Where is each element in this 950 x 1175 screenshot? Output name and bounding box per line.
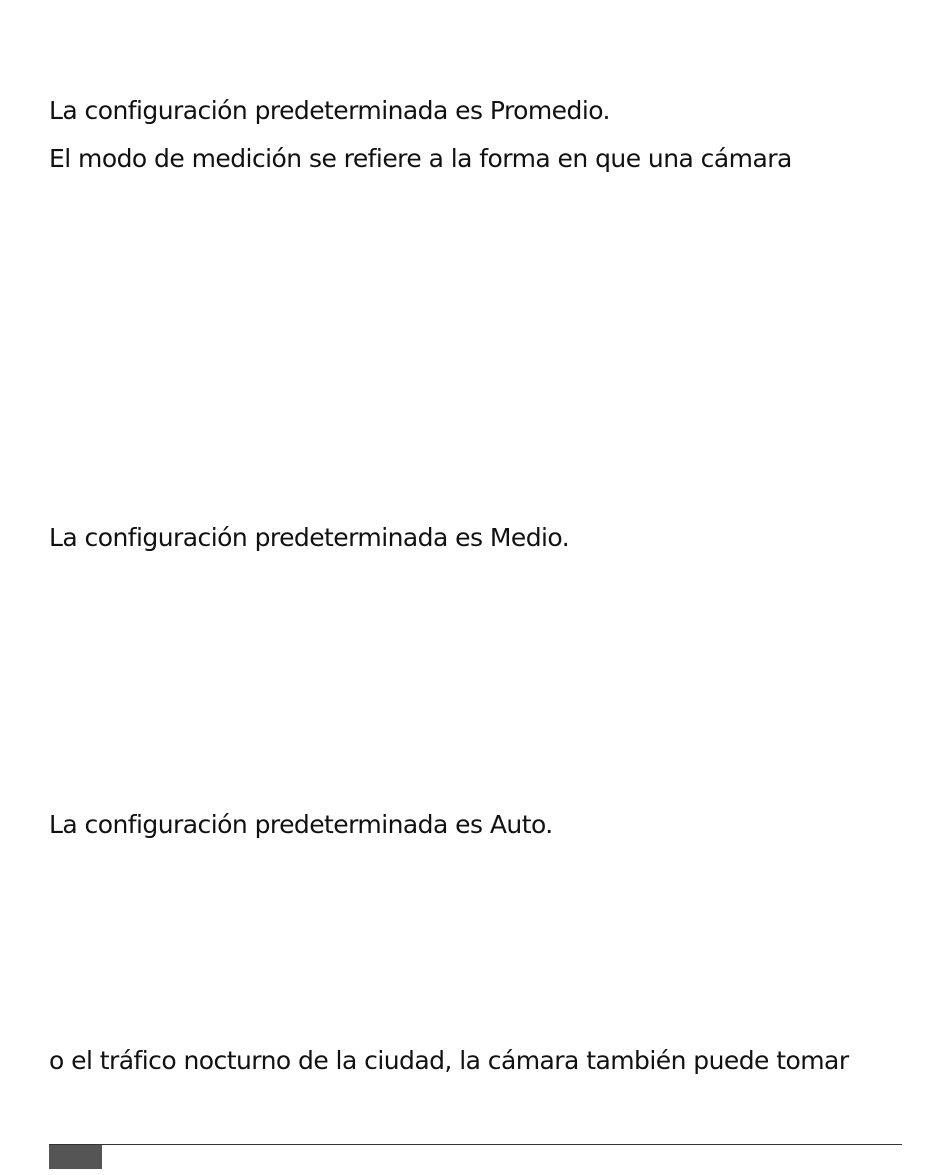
default-setting-medium-text: La configuración predeterminada es Medio. bbox=[49, 523, 570, 552]
page-number-tab bbox=[49, 1145, 102, 1169]
default-setting-average-text: La configuración predeterminada es Promedio. bbox=[49, 96, 610, 125]
night-traffic-text: o el tráfico nocturno de la ciudad, la cámara también puede tomar bbox=[49, 1046, 849, 1075]
default-setting-auto-text: La configuración predeterminada es Auto. bbox=[49, 810, 553, 839]
footer-divider bbox=[49, 1144, 902, 1145]
metering-mode-description-text: El modo de medición se refiere a la forma en que una cámara bbox=[49, 144, 792, 173]
